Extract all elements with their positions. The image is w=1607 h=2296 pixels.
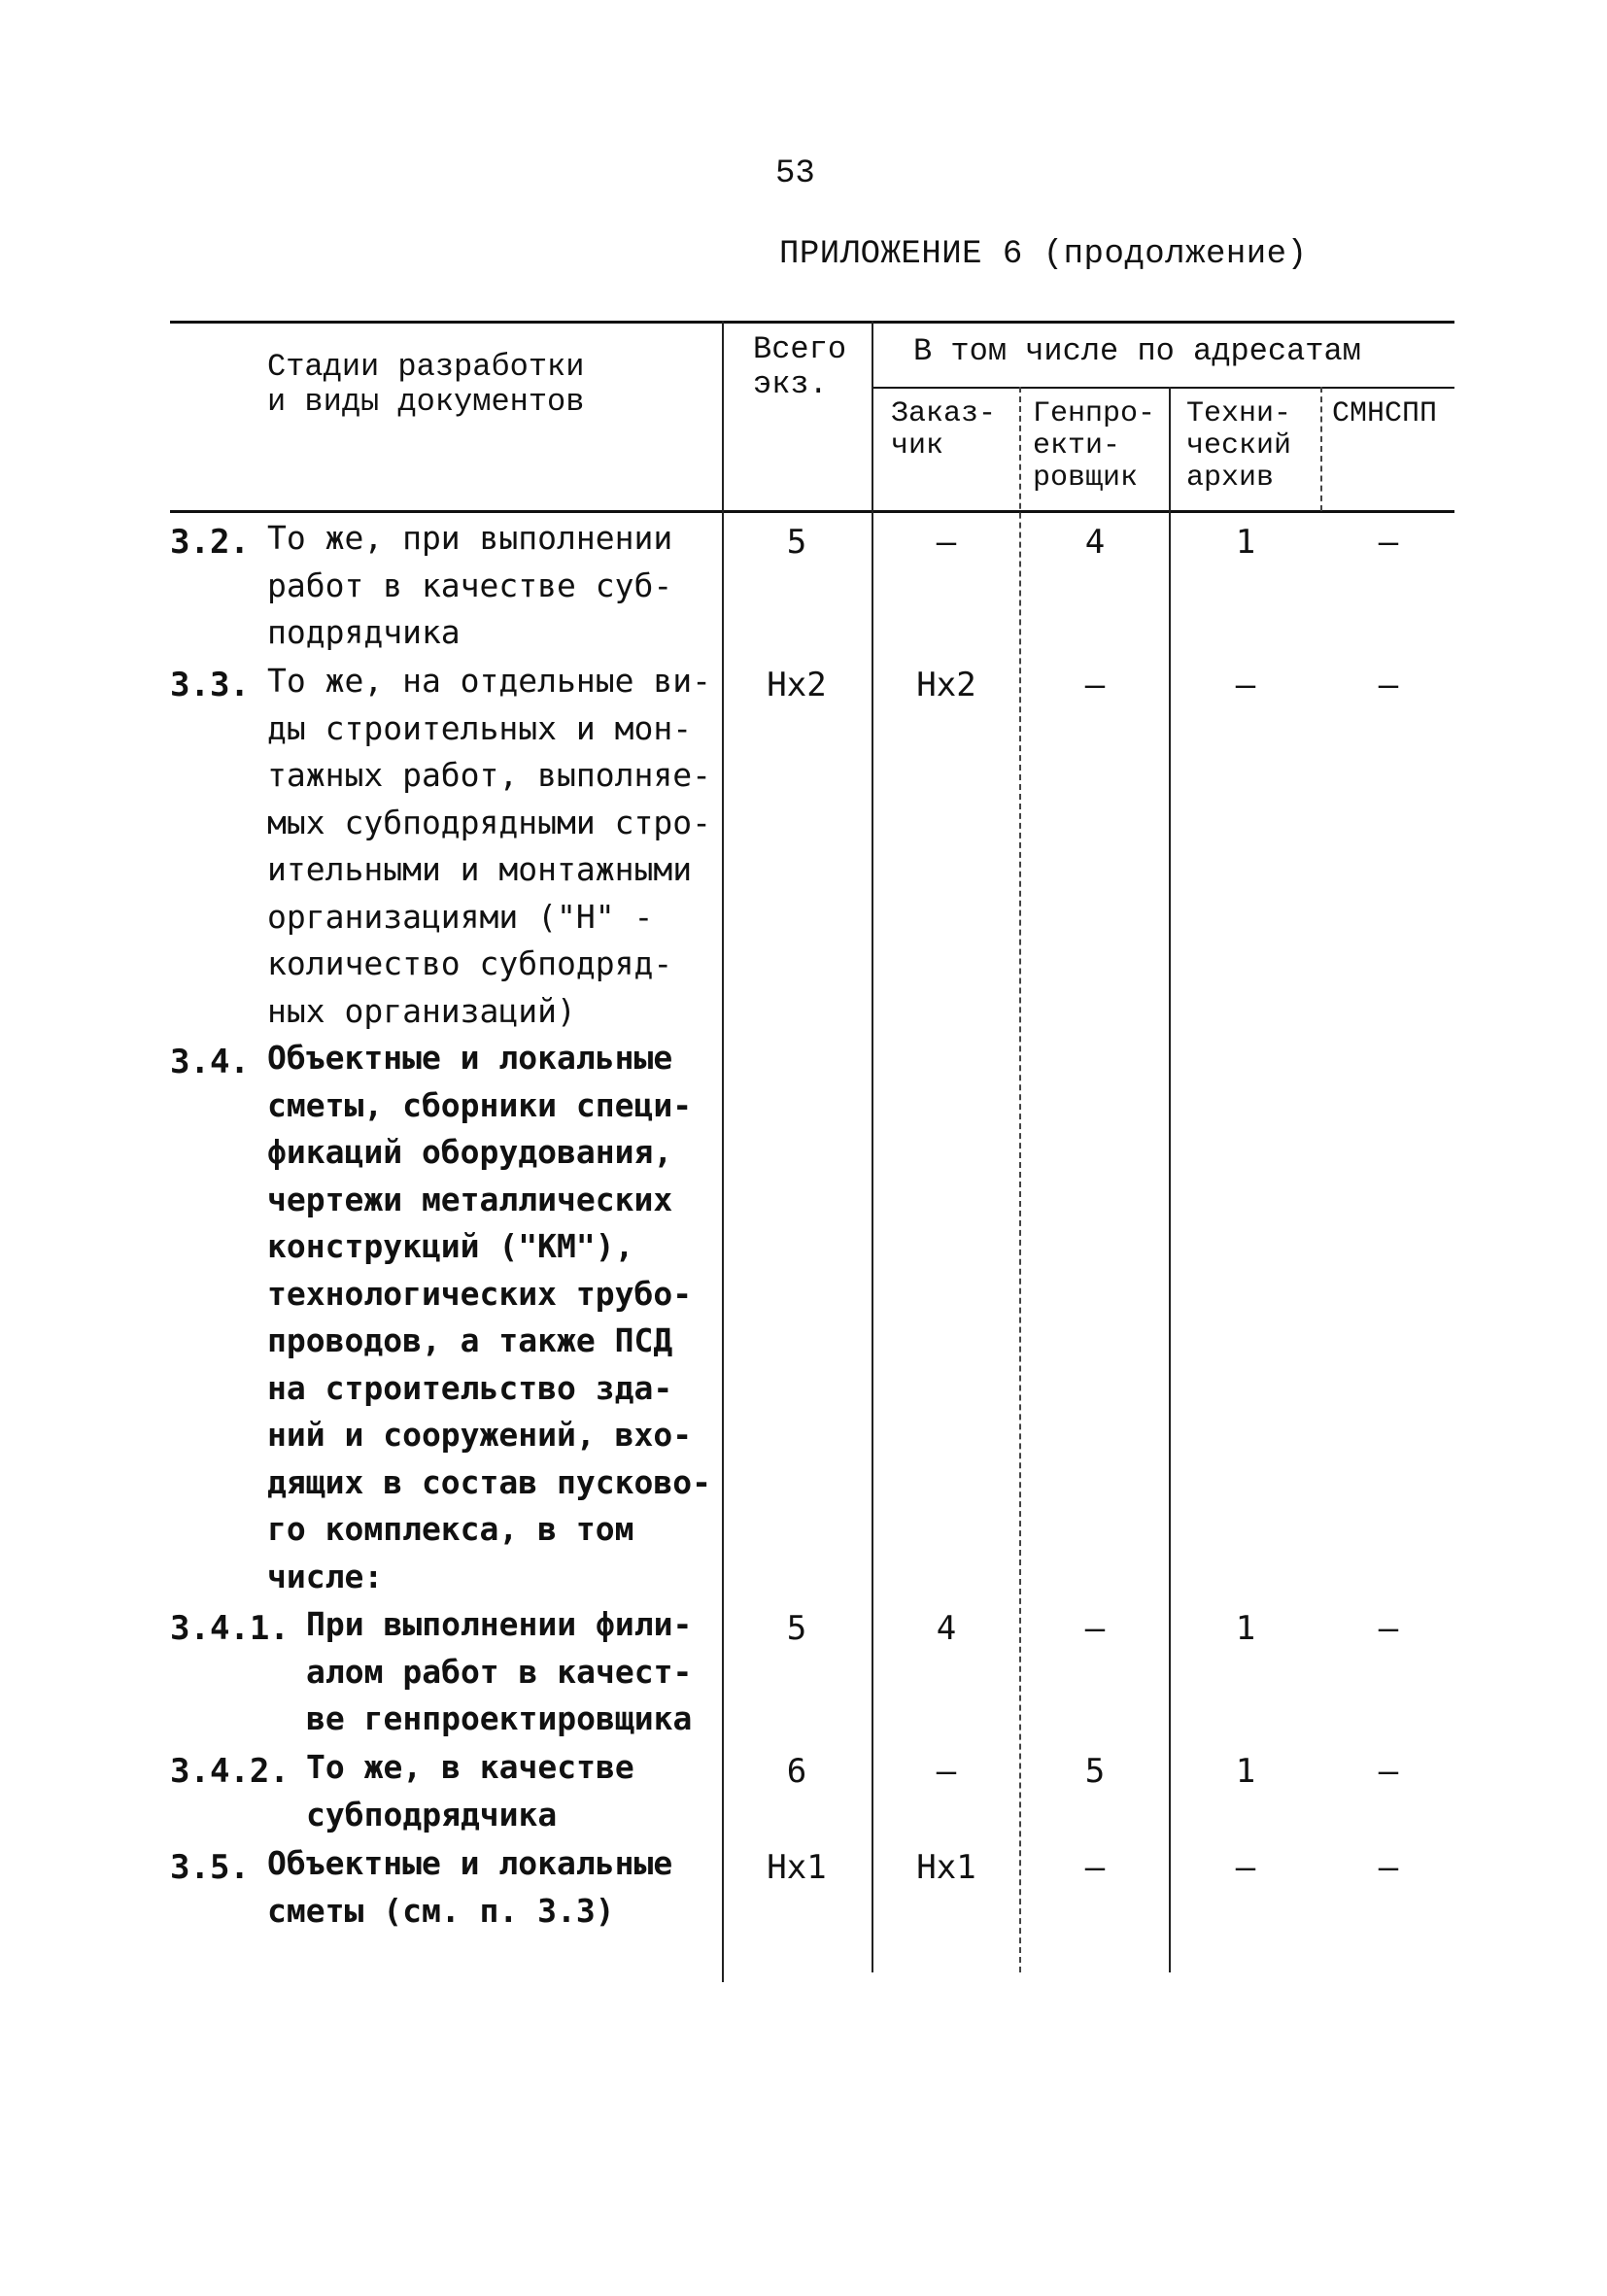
cell-general-designer: – — [1084, 666, 1106, 704]
row-number: 3.4. — [170, 1043, 250, 1081]
appendix-title: ПРИЛОЖЕНИЕ 6 (продолжение) — [779, 236, 1308, 273]
header-general-designer: Генпро- екти- ровщик — [1033, 397, 1156, 495]
cell-general-designer: 4 — [1084, 523, 1106, 562]
table-top-rule — [170, 321, 1454, 324]
cell-smnspp: – — [1378, 523, 1399, 562]
row-number: 3.5. — [170, 1848, 250, 1887]
cell-customer: – — [936, 1752, 957, 1791]
addressee-subheader-rule — [872, 387, 1454, 389]
cell-total: Нх1 — [767, 1848, 827, 1887]
cell-technical-archive: 1 — [1235, 1752, 1256, 1791]
cell-general-designer: – — [1084, 1609, 1106, 1648]
header-technical-archive: Техни- ческий архив — [1186, 397, 1292, 495]
cell-customer: Нх2 — [916, 666, 976, 704]
column-divider-smnspp — [1320, 387, 1322, 511]
cell-smnspp: – — [1378, 666, 1399, 704]
row-number: 3.4.2. — [170, 1752, 290, 1791]
header-stages: Стадии разработки и виды документов — [267, 349, 585, 421]
cell-total: 5 — [786, 523, 807, 562]
cell-customer: 4 — [936, 1609, 957, 1648]
row-number: 3.3. — [170, 666, 250, 704]
header-total: Всего экз. — [753, 331, 847, 403]
column-divider-technical-archive — [1169, 387, 1171, 1972]
row-description: Объектные и локальные сметы (см. п. 3.3) — [267, 1844, 673, 1930]
row-description: То же, в качестве субподрядчика — [306, 1748, 634, 1833]
header-customer: Заказ- чик — [891, 397, 997, 463]
cell-total: 5 — [786, 1609, 807, 1648]
cell-technical-archive: 1 — [1235, 523, 1256, 562]
cell-technical-archive: 1 — [1235, 1609, 1256, 1648]
cell-general-designer: – — [1084, 1848, 1106, 1887]
cell-general-designer: 5 — [1084, 1752, 1106, 1791]
cell-total: Нх2 — [767, 666, 827, 704]
column-divider-customer — [872, 321, 873, 1972]
cell-total: 6 — [786, 1752, 807, 1791]
cell-technical-archive: – — [1235, 1848, 1256, 1887]
cell-smnspp: – — [1378, 1609, 1399, 1648]
header-bottom-rule — [170, 510, 1454, 513]
column-divider-general-designer — [1019, 387, 1021, 1972]
header-smnspp: СМНСПП — [1332, 397, 1438, 430]
cell-customer: – — [936, 523, 957, 562]
row-number: 3.2. — [170, 523, 250, 562]
cell-technical-archive: – — [1235, 666, 1256, 704]
cell-smnspp: – — [1378, 1752, 1399, 1791]
row-number: 3.4.1. — [170, 1609, 290, 1648]
header-addressees: В том числе по адресатам — [913, 333, 1361, 369]
row-description: То же, на отдельные ви- ды строительных и мон- тажных работ, выполняе- мых субподрядными стро- ительными и монтажными организациями ("Н" - количество субподряд- ных организаций) — [267, 662, 711, 1030]
row-description: Объектные и локальные сметы, сборники специ- фикаций оборудования, чертежи металлических конструкций ("КМ"), технологических трубо- проводов, а также ПСД на строительство зда- ний и сооружений, вхо- дящих в состав пусково- го комплекса, в том числе: — [267, 1039, 711, 1595]
row-description: То же, при выполнении работ в качестве суб- подрядчика — [267, 519, 673, 651]
cell-smnspp: – — [1378, 1848, 1399, 1887]
row-description: При выполнении фили- алом работ в качест- ве генпроектировщика — [306, 1605, 693, 1737]
page-number: 53 — [775, 155, 815, 192]
distribution-table — [170, 321, 1462, 1992]
column-divider-total — [722, 321, 724, 1982]
cell-customer: Нх1 — [916, 1848, 976, 1887]
